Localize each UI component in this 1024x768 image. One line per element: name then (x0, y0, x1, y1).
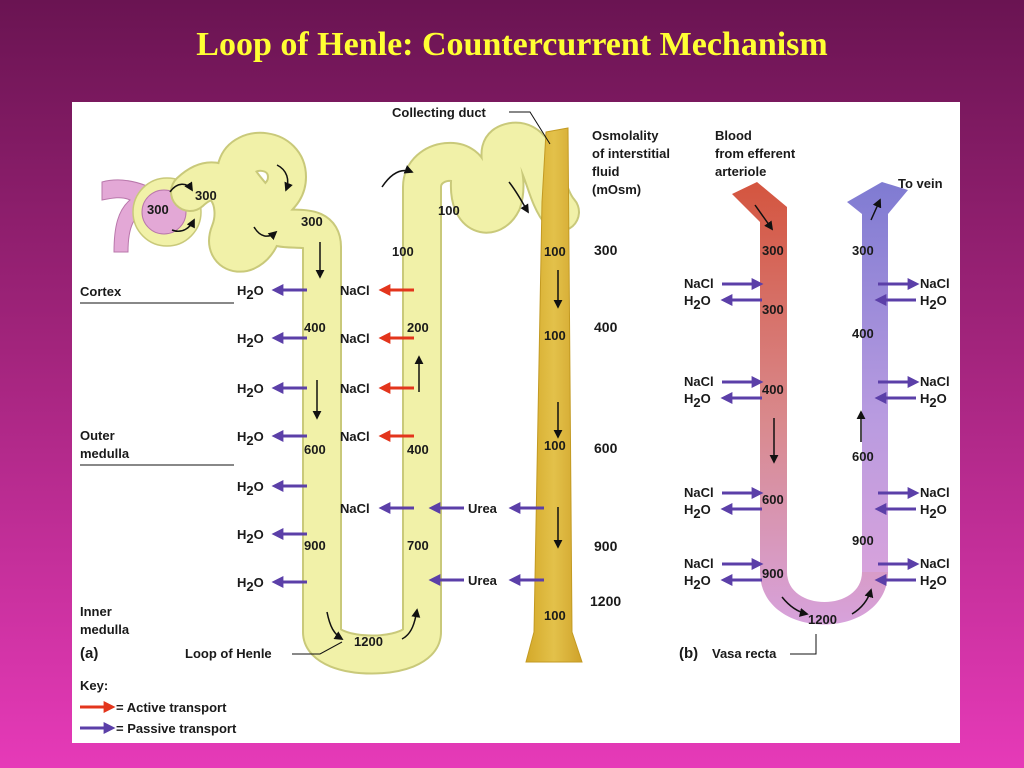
nacl-label-2: NaCl (340, 331, 370, 346)
water-label-4: H2O (237, 429, 264, 448)
vr-labels-right (920, 276, 950, 592)
vr-water-l3: H2O (684, 502, 711, 521)
descending-value-3: 600 (304, 442, 326, 457)
duct-value-2: 100 (544, 328, 566, 343)
loop-of-henle-label: Loop of Henle (185, 646, 272, 661)
countercurrent-diagram (72, 102, 960, 743)
duct-value-4: 100 (544, 608, 566, 623)
vr-asc-value-1: 300 (852, 243, 874, 258)
blood-label-3: arteriole (715, 164, 767, 179)
vasa-recta-label: Vasa recta (712, 646, 777, 661)
vr-nacl-l3: NaCl (684, 485, 714, 500)
vr-water-r2: H2O (920, 391, 947, 410)
vr-desc-value-5: 900 (762, 566, 784, 581)
vr-bottom-value: 1200 (808, 612, 837, 627)
water-label-5: H2O (237, 479, 264, 498)
panel-b-label: (b) (679, 645, 699, 662)
interstitial-value-2: 400 (594, 319, 618, 335)
key-title: Key: (80, 678, 109, 693)
interstitial-value-1: 300 (594, 242, 618, 258)
urea-label-1: Urea (468, 501, 497, 516)
vr-nacl-l2: NaCl (684, 374, 714, 389)
water-label-3: H2O (237, 381, 264, 400)
vr-nacl-r1: NaCl (920, 276, 950, 291)
vasa-recta (732, 182, 908, 625)
interstitial-value-4: 900 (594, 538, 618, 554)
key-active-label: = Active transport (116, 700, 227, 715)
vr-asc-value-2: 400 (852, 326, 874, 341)
vasa-recta-leader (790, 634, 816, 654)
nacl-label-3: NaCl (340, 381, 370, 396)
vr-water-l1: H2O (684, 293, 711, 312)
dct-value: 100 (438, 203, 460, 218)
nacl-labels (340, 283, 370, 516)
nacl-label-4: NaCl (340, 429, 370, 444)
key-passive-label: = Passive transport (116, 721, 237, 736)
vr-nacl-l1: NaCl (684, 276, 714, 291)
vr-nacl-l4: NaCl (684, 556, 714, 571)
ascending-value-4: 700 (407, 538, 429, 553)
water-labels (237, 283, 264, 594)
vr-asc-value-3: 600 (852, 449, 874, 464)
vr-water-l4: H2O (684, 573, 711, 592)
diagram-panel (72, 102, 960, 743)
panel-a-label: (a) (80, 645, 99, 662)
duct-value-1: 100 (544, 244, 566, 259)
ascending-value-3: 400 (407, 442, 429, 457)
vr-water-r1: H2O (920, 293, 947, 312)
vr-nacl-r4: NaCl (920, 556, 950, 571)
glomerulus-value: 300 (147, 202, 169, 217)
vasa-recta-ascending (847, 182, 908, 572)
descending-value-4: 900 (304, 538, 326, 553)
slide-title: Loop of Henle: Countercurrent Mechanism (196, 26, 828, 63)
vein-label: To vein (898, 176, 943, 191)
vr-desc-value-4: 600 (762, 492, 784, 507)
vr-desc-value-2: 300 (762, 302, 784, 317)
blood-label-1: Blood (715, 128, 752, 143)
pct-value-2: 300 (301, 214, 323, 229)
vr-asc-value-4: 900 (852, 533, 874, 548)
vr-water-r3: H2O (920, 502, 947, 521)
vr-nacl-r3: NaCl (920, 485, 950, 500)
duct-value-3: 100 (544, 438, 566, 453)
zone-cortex: Cortex (80, 284, 122, 299)
blood-label-2: from efferent (715, 146, 796, 161)
pct-value-1: 300 (195, 188, 217, 203)
osmolality-heading-4: (mOsm) (592, 182, 642, 197)
vr-nacl-r2: NaCl (920, 374, 950, 389)
urea-label-2: Urea (468, 573, 497, 588)
nacl-label-5: NaCl (340, 501, 370, 516)
interstitial-value-5: 1200 (590, 593, 622, 609)
vr-desc-value-1: 300 (762, 243, 784, 258)
nacl-label-1: NaCl (340, 283, 370, 298)
water-label-6: H2O (237, 527, 264, 546)
collecting-duct-label: Collecting duct (392, 105, 486, 120)
vr-desc-value-3: 400 (762, 382, 784, 397)
ascending-value-1: 100 (392, 244, 414, 259)
ascending-value-2: 200 (407, 320, 429, 335)
osmolality-heading-3: fluid (592, 164, 620, 179)
interstitial-value-3: 600 (594, 440, 618, 456)
vr-water-r4: H2O (920, 573, 947, 592)
water-label-7: H2O (237, 575, 264, 594)
osmolality-heading-2: of interstitial (592, 146, 671, 161)
zone-outer-medulla-1: Outer (80, 428, 115, 443)
zone-inner-medulla-2: medulla (80, 622, 130, 637)
water-label-2: H2O (237, 331, 264, 350)
vr-labels-left (684, 276, 714, 592)
zone-inner-medulla-1: Inner (80, 604, 112, 619)
descending-value-2: 400 (304, 320, 326, 335)
zone-outer-medulla-2: medulla (80, 446, 130, 461)
osmolality-heading-1: Osmolality (592, 128, 659, 143)
loop-bottom-value: 1200 (354, 634, 383, 649)
vr-water-l2: H2O (684, 391, 711, 410)
water-label-1: H2O (237, 283, 264, 302)
